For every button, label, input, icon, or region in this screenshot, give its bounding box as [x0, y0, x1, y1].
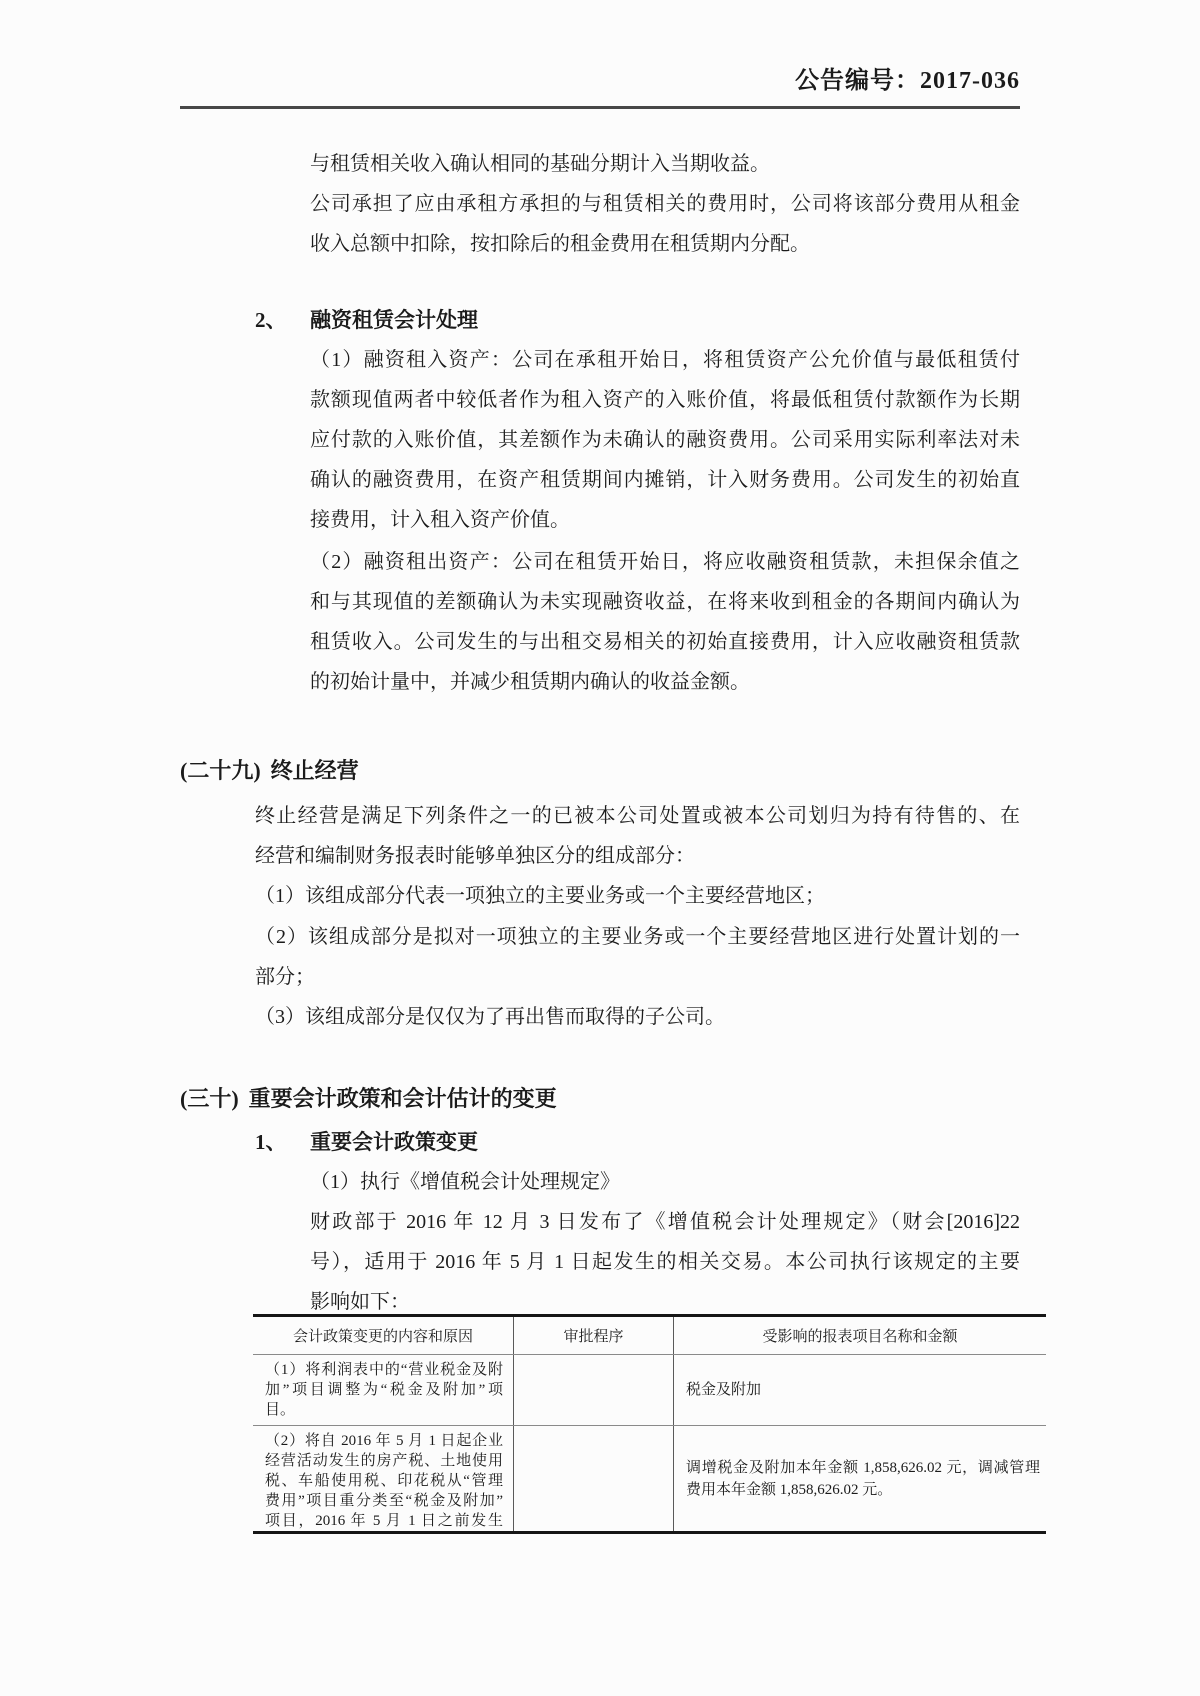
content-cell: [253, 1426, 513, 1531]
text-line: （1）执行《增值税会计处理规定》: [310, 1171, 620, 1193]
text-line: 号），适用于 2016 年 5 月 1 日起发生的相关交易。本公司执行该规定的主要: [310, 1251, 1020, 1273]
text-line: 财政部于 2016 年 12 月 3 日发布了《增值税会计处理规定》（财会[2016]22: [310, 1211, 1020, 1233]
text-line: 经营和编制财务报表时能够单独区分的组成部分：: [255, 845, 695, 867]
text-line: 的初始计量中，并减少租赁期内确认的收益金额。: [310, 671, 750, 693]
text-line: 加”项目调整为“税金及附加”项: [265, 1382, 503, 1398]
text-line: 终止经营是满足下列条件之一的已被本公司处置或被本公司划归为持有待售的、在: [255, 805, 1020, 827]
subsection-number: 2、: [255, 308, 287, 332]
section-number: (三十): [180, 1086, 239, 1111]
text-line: 租赁收入。公司发生的与出租交易相关的初始直接费用，计入应收融资租赁款: [310, 631, 1020, 653]
text-line: （2）该组成部分是拟对一项独立的主要业务或一个主要经营地区进行处置计划的一: [255, 926, 1020, 948]
impact-cell: [673, 1426, 1046, 1531]
section-number: (二十九): [180, 758, 261, 783]
table-header-row: [253, 1317, 1046, 1355]
text-line: 部分；: [255, 966, 315, 988]
subsection-title: 融资租赁会计处理: [310, 308, 478, 332]
subsection-number: 1、: [255, 1130, 287, 1154]
text-line: 和与其现值的差额确认为未实现融资收益，在将来收到租金的各期间内确认为: [310, 591, 1020, 613]
text-line: 经营活动发生的房产税、土地使用: [265, 1453, 503, 1469]
paragraph-finance-lease-2: [310, 542, 1020, 702]
table-row: [253, 1426, 1046, 1531]
header-rule: [180, 106, 1020, 109]
table-header-approval: 审批程序: [513, 1317, 673, 1354]
text-line: 应付款的入账价值，其差额作为未确认的融资费用。公司采用实际利率法对未: [310, 429, 1020, 451]
text-line: （3）该组成部分是仅仅为了再出售而取得的子公司。: [255, 1006, 725, 1028]
section-title: 重要会计政策和会计估计的变更: [248, 1086, 557, 1111]
text-line: 税、车船使用税、印花税从“管理: [265, 1473, 503, 1489]
table-row: [253, 1355, 1046, 1426]
text-line: 影响如下：: [310, 1291, 410, 1313]
policy-change-table: [253, 1314, 1046, 1534]
paragraph-sec29-item3: [255, 997, 1020, 1037]
doc-number: 公告编号：2017-036: [795, 68, 1020, 94]
subsection-heading-policy-change: [255, 1122, 1020, 1162]
text-line: 与租赁相关收入确认相同的基础分期计入当期收益。: [310, 153, 770, 175]
paragraph-vat-rule-title: [310, 1162, 1020, 1202]
text-line: （1）该组成部分代表一项独立的主要业务或一个主要经营地区；: [255, 885, 825, 907]
text-line: 款额现值两者中较低者作为租入资产的入账价值，将最低租赁付款额作为长期: [310, 389, 1020, 411]
paragraph-lease-income-a: [310, 144, 1020, 184]
text-line: 目。: [265, 1402, 296, 1418]
subsection-heading-finance-lease: [255, 300, 1020, 340]
paragraph-sec29-item2: [255, 917, 1020, 997]
text-line: 确认的融资费用，在资产租赁期间内摊销，计入财务费用。公司发生的初始直: [310, 469, 1020, 491]
section-heading-29: [180, 754, 359, 788]
paragraph-lease-income-b: [310, 184, 1020, 264]
text-line: （1）融资租入资产：公司在承租开始日，将租赁资产公允价值与最低租赁付: [310, 349, 1020, 371]
paragraph-sec29-intro: [255, 796, 1020, 876]
text-line: 税金及附加: [686, 1382, 762, 1398]
text-line: 接费用，计入租入资产价值。: [310, 509, 570, 531]
paragraph-vat-rule-body: [310, 1202, 1020, 1322]
text-line: 收入总额中扣除，按扣除后的租金费用在租赁期内分配。: [310, 233, 810, 255]
text-line: 费用本年金额 1,858,626.02 元。: [686, 1481, 893, 1498]
text-line: 费用”项目重分类至“税金及附加”: [265, 1493, 503, 1509]
impact-cell: [673, 1355, 1046, 1425]
subsection-title: 重要会计政策变更: [310, 1130, 478, 1154]
content-cell: [253, 1355, 513, 1425]
paragraph-finance-lease-1: [310, 340, 1020, 540]
approval-cell: [513, 1355, 673, 1425]
text-line: （2）融资租出资产：公司在租赁开始日，将应收融资租赁款，未担保余值之: [310, 551, 1020, 573]
section-title: 终止经营: [270, 758, 359, 783]
text-line: （2）将自 2016 年 5 月 1 日起企业: [265, 1433, 503, 1449]
paragraph-sec29-item1: [255, 876, 1020, 916]
approval-cell: [513, 1426, 673, 1531]
text-line: 调增税金及附加本年金额 1,858,626.02 元，调减管理: [686, 1459, 1040, 1476]
text-line: 公司承担了应由承租方承担的与租赁相关的费用时，公司将该部分费用从租金: [310, 193, 1020, 215]
section-heading-30: [180, 1082, 557, 1116]
text-line: （1）将利润表中的“营业税金及附: [265, 1362, 503, 1378]
table-header-content-reason: 会计政策变更的内容和原因: [292, 1329, 473, 1345]
table-header-impact: 受影响的报表项目名称和金额: [673, 1317, 1046, 1354]
text-line: 项目，2016 年 5 月 1 日之前发生: [265, 1513, 503, 1529]
